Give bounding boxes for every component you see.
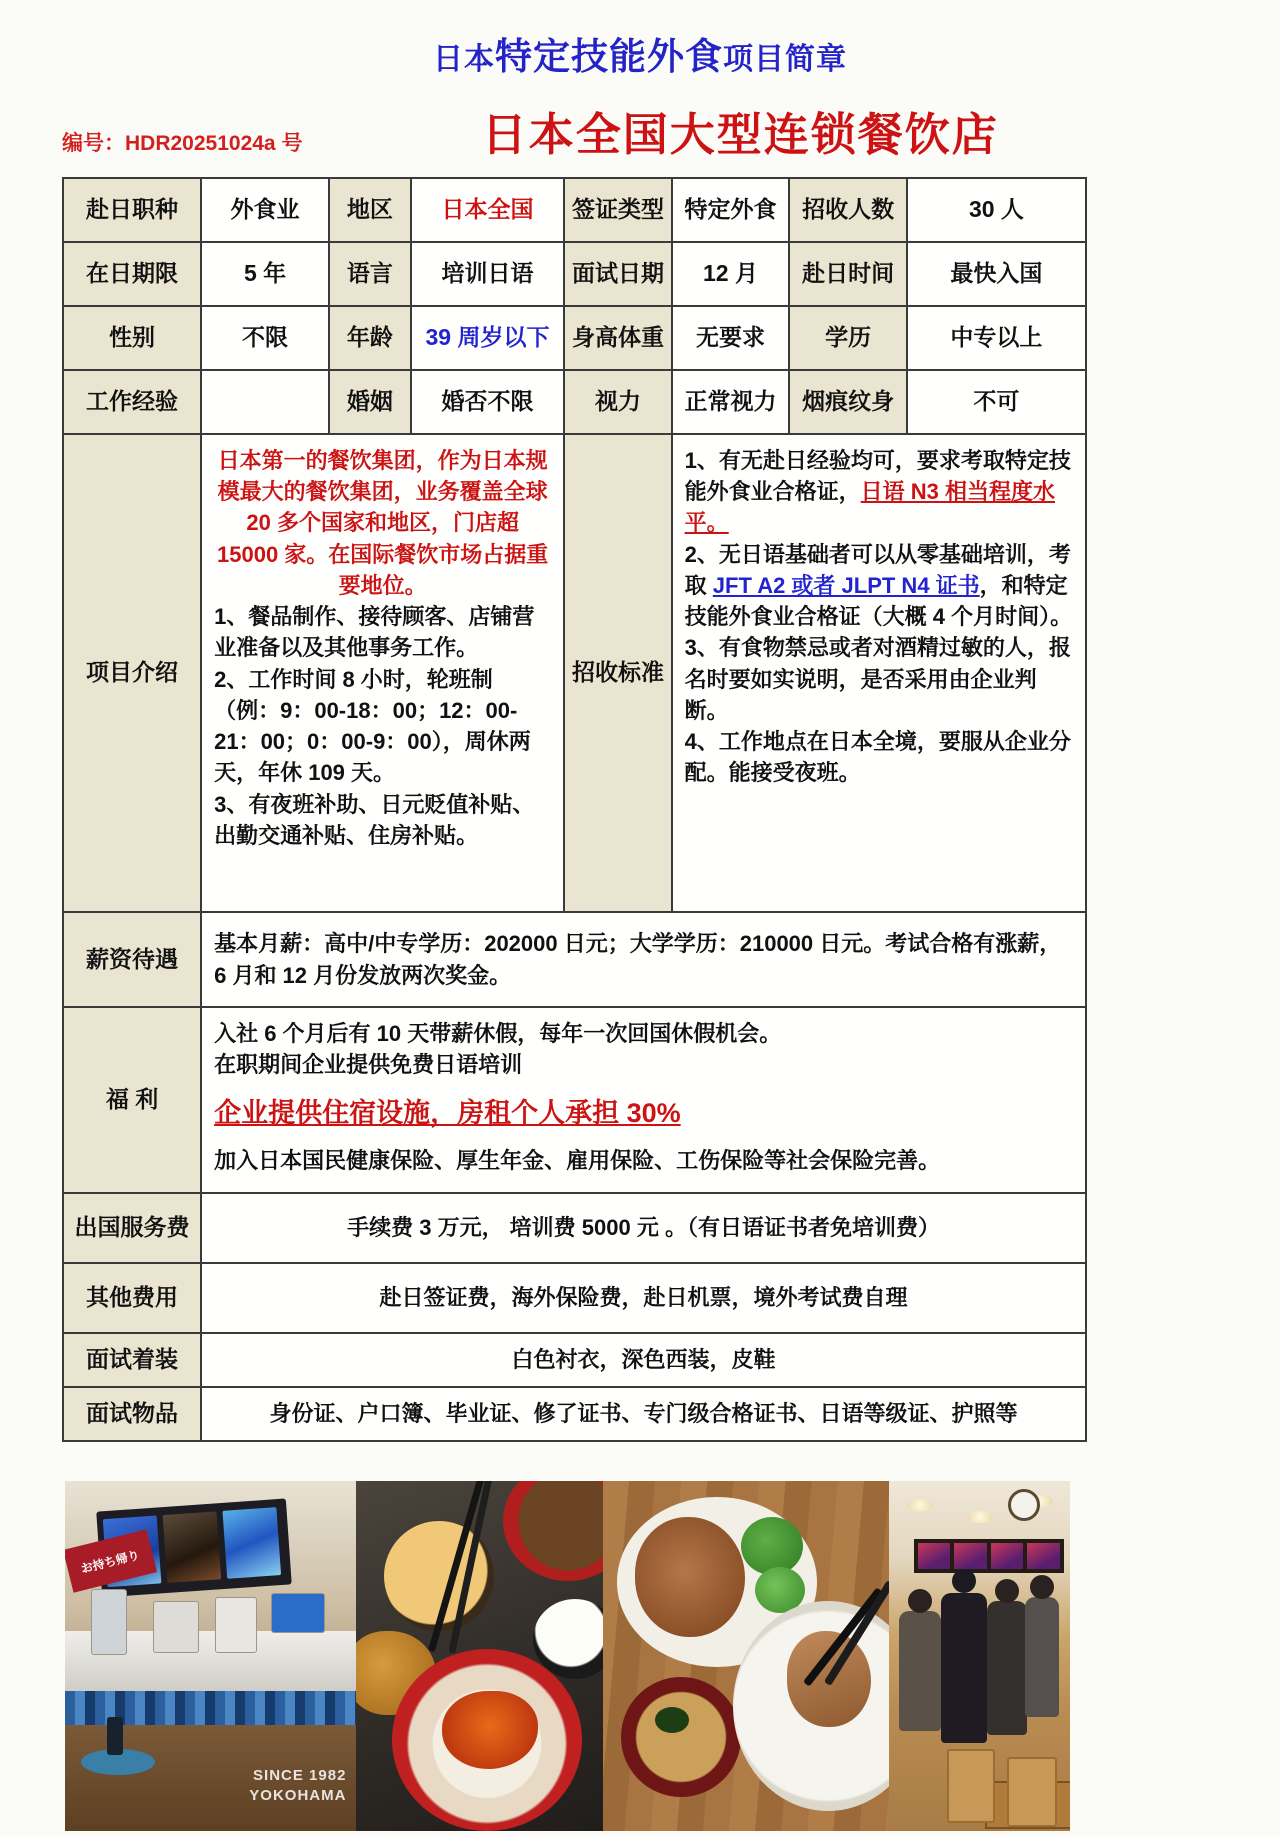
row2-label-departure: 赴日时间: [790, 243, 908, 307]
row1-value-region: 日本全国: [412, 179, 565, 243]
broccoli: [741, 1517, 803, 1575]
dress-text: 白色衬衣，深色西装，皮鞋: [511, 1347, 776, 1373]
beef-rice-bowl: [503, 1481, 603, 1581]
photo-meal-tray: [356, 1481, 602, 1831]
table-row-salary: [64, 913, 1087, 1008]
wall-clock: [1008, 1489, 1040, 1521]
dress-label: 面试着装: [64, 1334, 202, 1388]
photo-strip: [65, 1481, 1070, 1831]
row1-label-visa: 签证类型: [565, 179, 672, 243]
table-row-dress: [64, 1334, 1087, 1388]
table-row-welfare: [64, 1008, 1087, 1194]
welfare-content: [202, 1008, 1087, 1194]
row2-value-duration: 5 年: [202, 243, 330, 307]
row1-label-region: 地区: [330, 179, 412, 243]
watermark-line2: YOKOHAMA: [249, 1786, 347, 1804]
document-title-emphasis: 特定技能外食: [495, 36, 723, 77]
row3-value-gender: 不限: [202, 307, 330, 371]
welfare-highlight: 企业提供住宿设施，房租个人承担 30%: [214, 1098, 681, 1129]
salary-label: 薪资待遇: [64, 913, 202, 1008]
document-title: [0, 26, 1280, 80]
salary-content: [202, 913, 1087, 1008]
recruit-item2-text: 2、无日语基础者可以从零基础培训，考取: [684, 541, 1071, 598]
service-fee-label: 出国服务费: [64, 1194, 202, 1264]
row3-value-age: 39 周岁以下: [412, 307, 565, 371]
table-row: [64, 179, 1087, 243]
row4-label-vision: 视力: [565, 371, 672, 435]
project-intro-item1: 1、餐品制作、接待顾客、店铺营业准备以及其他事务工作。: [214, 604, 535, 661]
wakame: [655, 1707, 689, 1733]
row1-value-occupation: 外食业: [202, 179, 330, 243]
kitchen-equipment: [91, 1589, 127, 1655]
table-row: [64, 307, 1087, 371]
row1-label-occupation: 赴日职种: [64, 179, 202, 243]
document-title-suffix: 项目简章: [723, 43, 847, 76]
beef-slices: [635, 1517, 745, 1637]
row2-value-language: 培训日语: [412, 243, 565, 307]
row4-value-tattoo: 不可: [908, 371, 1087, 435]
watermark-line1: SINCE 1982: [253, 1767, 347, 1784]
row4-value-experience: [202, 371, 330, 435]
salary-text: 基本月薪：高中/中专学历：202000 日元；大学学历：210000 日元。考试合格有涨薪，6 月和 12 月份发放两次奖金。: [214, 931, 1062, 988]
row2-label-duration: 在日期限: [64, 243, 202, 307]
row3-label-education: 学历: [790, 307, 908, 371]
kitchen-equipment: [215, 1597, 257, 1653]
welfare-line3: 加入日本国民健康保险、厚生年金、雇用保险、工伤保险等社会保险完善。: [214, 1147, 941, 1173]
row3-label-gender: 性别: [64, 307, 202, 371]
recruit-item3: 3、有食物禁忌或者对酒精过敏的人，报名时要如实说明，是否采用由企业判断。: [684, 635, 1071, 723]
other-fee-text: 赴日签证费，海外保险费，赴日机票，境外考试费自理: [379, 1285, 908, 1311]
customer-silhouette: [987, 1601, 1027, 1735]
photo-beef-bowl: [603, 1481, 889, 1831]
items-content: [202, 1388, 1087, 1442]
row3-label-height-weight: 身高体重: [565, 307, 672, 371]
service-fee-content: [202, 1194, 1087, 1264]
items-label: 面试物品: [64, 1388, 202, 1442]
row3-value-height-weight: 无要求: [673, 307, 791, 371]
customer-head: [908, 1589, 932, 1613]
recruit-standard-label: 招收标准: [565, 435, 672, 913]
table-row: [64, 371, 1087, 435]
row1-value-visa: 特定外食: [673, 179, 791, 243]
service-fee-text: 手续费 3 万元， 培训费 5000 元 。（有日语证书者免培训费）: [347, 1215, 940, 1241]
welfare-line2: 在职期间企业提供免费日语培训: [214, 1052, 523, 1078]
row4-label-tattoo: 烟痕纹身: [790, 371, 908, 435]
row4-value-marriage: 婚否不限: [412, 371, 565, 435]
bottle: [107, 1717, 123, 1755]
table-row-items: [64, 1388, 1087, 1442]
photo-restaurant-counter: [65, 1481, 356, 1831]
menu-screens: [914, 1539, 1064, 1573]
row3-value-education: 中专以上: [908, 307, 1087, 371]
table-row-project: [64, 435, 1087, 913]
welfare-label: 福 利: [64, 1008, 202, 1194]
project-intro-item3: 3、有夜班补助、日元贬值补贴、出勤交通补贴、住房补贴。: [214, 791, 535, 848]
kitchen-equipment: [153, 1601, 199, 1653]
customer-silhouette: [941, 1593, 987, 1743]
main-title: 日本全国大型连锁餐饮店: [481, 109, 999, 160]
row2-label-language: 语言: [330, 243, 412, 307]
customer-silhouette: [1025, 1597, 1059, 1717]
row2-value-departure: 最快入国: [908, 243, 1087, 307]
row4-label-experience: 工作经验: [64, 371, 202, 435]
customer-head: [1030, 1575, 1054, 1599]
menu-screen: [163, 1511, 222, 1583]
row4-label-marriage: 婚姻: [330, 371, 412, 435]
recruit-standard-content: [673, 435, 1087, 913]
items-text: 身份证、户口簿、毕业证、修了证书、专门级合格证书、日语等级证、护照等: [269, 1401, 1018, 1427]
customer-silhouette: [899, 1611, 941, 1731]
recruit-item2-suffix: ，和特定技能外食业合格证（大概 4 个月时间）。: [684, 572, 1073, 630]
customer-head: [995, 1579, 1019, 1603]
dress-content: [202, 1334, 1087, 1388]
project-intro-label: 项目介绍: [64, 435, 202, 913]
other-fee-content: [202, 1264, 1087, 1334]
recruit-item1-text: 1、有无赴日经验均可，要求考取特定技能外食业合格证，: [684, 448, 1071, 505]
ceiling-light: [967, 1511, 993, 1523]
recruit-item2: [685, 539, 1073, 633]
miso-soup-bowl: [621, 1677, 741, 1797]
project-intro-red-text: 日本第一的餐饮集团，作为日本规模最大的餐饮集团，业务覆盖全球 20 多个国家和地区，门店超 15000 家。在国际餐饮市场占据重要地位。: [217, 448, 549, 598]
table-row: [64, 243, 1087, 307]
project-intro-content: [202, 435, 565, 913]
recruit-item2-blue-text: JFT A2 或者 JLPT N4 证书: [712, 572, 980, 598]
table-row-service-fee: [64, 1194, 1087, 1264]
customer-head: [952, 1569, 976, 1593]
photo-watermark: [249, 1766, 346, 1805]
wooden-chair: [947, 1749, 995, 1823]
takeout-banner: お持ち帰り: [65, 1529, 157, 1592]
row1-label-headcount: 招收人数: [790, 179, 908, 243]
row2-value-interview-date: 12 月: [673, 243, 791, 307]
recruit-item1: [685, 445, 1073, 539]
ceiling-light: [907, 1499, 933, 1511]
menu-screen: [222, 1507, 281, 1579]
photo-restaurant-interior: [889, 1481, 1070, 1831]
row1-value-headcount: 30 人: [908, 179, 1087, 243]
doc-number: 编号：HDR20251024a 号: [62, 132, 303, 155]
table-row-other-fee: [64, 1264, 1087, 1334]
project-intro-item2: 2、工作时间 8 小时，轮班制（例：9：00-18：00；12：00-21：00；0：00-9：00），周休两天，年休 109 天。: [214, 666, 531, 786]
recruit-item4: 4、工作地点在日本全境，要服从企业分配。能接受夜班。: [684, 729, 1071, 786]
document-title-prefix: 日本: [433, 43, 495, 76]
row2-label-interview-date: 面试日期: [565, 243, 672, 307]
pos-screen: [271, 1593, 325, 1633]
header-row: [62, 98, 1218, 163]
recruit-item1-red-text: 日语 N3 相当程度水平。: [684, 479, 1056, 536]
row3-label-age: 年龄: [330, 307, 412, 371]
welfare-line1: 入社 6 个月后有 10 天带薪休假，每年一次回国休假机会。: [214, 1021, 782, 1046]
other-fee-label: 其他费用: [64, 1264, 202, 1334]
row4-value-vision: 正常视力: [673, 371, 791, 435]
wooden-chair: [1007, 1757, 1057, 1827]
info-sheet: [62, 177, 1087, 1442]
